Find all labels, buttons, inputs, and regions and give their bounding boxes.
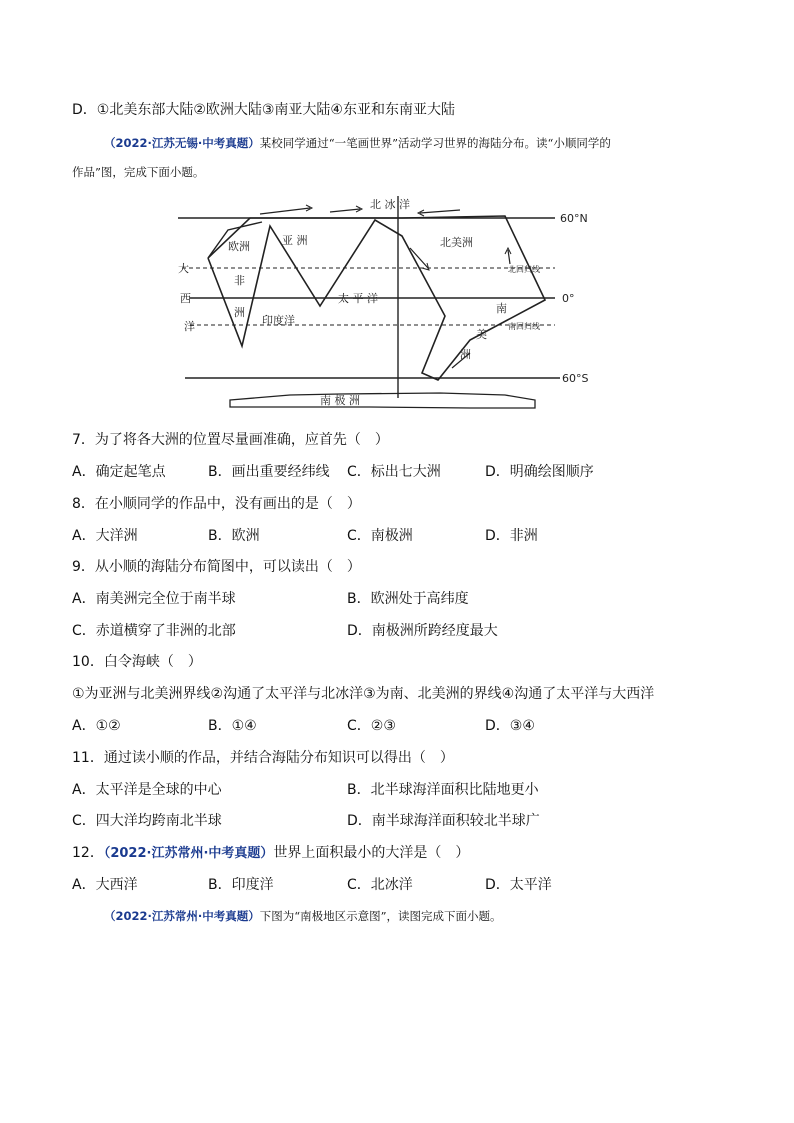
q10-option-a[interactable]: A．①②: [72, 718, 121, 734]
q11-option-d[interactable]: D．南半球海洋面积较北半球广: [347, 813, 540, 829]
label-africa: 非: [234, 274, 245, 287]
label-south-america: 南: [496, 302, 507, 315]
q12-option-d[interactable]: D．太平洋: [485, 877, 552, 893]
q9-stem: 9．从小顺的海陆分布简图中，可以读出（ ）: [72, 559, 361, 575]
label-atlantic-3: 洋: [184, 320, 195, 333]
intro-text: 下图为“南极地区示意图”，读图完成下面小题。: [259, 909, 502, 923]
label-atlantic-1: 大: [178, 262, 189, 275]
q9-option-d[interactable]: D．南极洲所跨经度最大: [347, 623, 498, 639]
q7-stem: 7．为了将各大洲的位置尽量画准确，应首先（ ）: [72, 432, 389, 448]
label-europe: 欧洲: [228, 240, 250, 253]
label-antarctica: 南 极 洲: [320, 394, 360, 407]
q10-option-b[interactable]: B．①④: [208, 718, 257, 734]
q12-number: 12．: [72, 845, 104, 861]
q8-stem: 8．在小顺同学的作品中，没有画出的是（ ）: [72, 496, 361, 512]
q10-stem: 10．白令海峡（ ）: [72, 654, 202, 670]
q8-option-d[interactable]: D．非洲: [485, 528, 538, 544]
intro-text: 某校同学通过“一笔画世界”活动学习世界的海陆分布。读“小顺同学的: [259, 136, 611, 150]
q11-option-c[interactable]: C．四大洋均跨南北半球: [72, 813, 222, 829]
world-sea-land-sketch: [170, 188, 590, 416]
label-south-america-3: 洲: [460, 348, 471, 361]
q12-stem: [72, 843, 469, 864]
q11-option-a[interactable]: A．太平洋是全球的中心: [72, 782, 222, 798]
prev-option-d: D．①北美东部大陆②欧洲大陆③南亚大陆④东亚和东南亚大陆: [72, 102, 455, 118]
label-tropic-n: 北回归线: [508, 265, 540, 274]
label-north-america: 北美洲: [440, 236, 473, 249]
group-intro-changzhou: [104, 906, 502, 926]
label-atlantic-2: 西: [180, 292, 191, 305]
source-tag: （2022·江苏常州·中考真题）: [104, 909, 260, 923]
label-tropic-s: 南回归线: [508, 322, 540, 331]
label-indian-ocean: 印度洋: [262, 314, 295, 327]
label-south-america-2: 美: [476, 328, 487, 341]
q7-option-d[interactable]: D．明确绘图顺序: [485, 464, 594, 480]
q11-option-b[interactable]: B．北半球海洋面积比陆地更小: [347, 782, 539, 798]
q7-option-b[interactable]: B．画出重要经纬线: [208, 464, 330, 480]
label-60n: 60°N: [560, 212, 588, 225]
q12-option-c[interactable]: C．北冰洋: [347, 877, 413, 893]
label-arctic-ocean: 北 冰 洋: [370, 198, 410, 211]
q11-stem: 11．通过读小顺的作品，并结合海陆分布知识可以得出（ ）: [72, 750, 454, 766]
q8-option-b[interactable]: B．欧洲: [208, 528, 260, 544]
q10-statements: ①为亚洲与北美洲界线②沟通了太平洋与北冰洋③为南、北美洲的界线④沟通了太平洋与大西洋: [72, 686, 655, 702]
q12-option-a[interactable]: A．大西洋: [72, 877, 138, 893]
q9-option-a[interactable]: A．南美洲完全位于南半球: [72, 591, 236, 607]
q9-option-b[interactable]: B．欧洲处于高纬度: [347, 591, 469, 607]
q8-option-c[interactable]: C．南极洲: [347, 528, 413, 544]
label-equator: 0°: [562, 292, 575, 305]
q10-option-c[interactable]: C．②③: [347, 718, 396, 734]
q8-option-a[interactable]: A．大洋洲: [72, 528, 138, 544]
q7-option-a[interactable]: A．确定起笔点: [72, 464, 166, 480]
q10-option-d[interactable]: D．③④: [485, 718, 535, 734]
label-africa-2: 洲: [234, 306, 245, 319]
group-intro-wuxi: [104, 133, 611, 153]
label-asia: 亚 洲: [282, 234, 308, 247]
intro-text-cont: 作品”图，完成下面小题。: [72, 165, 205, 179]
label-60s: 60°S: [562, 372, 589, 385]
q12-text: 世界上面积最小的大洋是（ ）: [273, 845, 470, 861]
q12-option-b[interactable]: B．印度洋: [208, 877, 274, 893]
source-tag: （2022·江苏无锡·中考真题）: [104, 136, 260, 150]
q7-option-c[interactable]: C．标出七大洲: [347, 464, 441, 480]
source-tag: （2022·江苏常州·中考真题）: [103, 846, 274, 861]
q9-option-c[interactable]: C．赤道横穿了非洲的北部: [72, 623, 236, 639]
label-pacific-ocean: 太 平 洋: [338, 292, 378, 305]
